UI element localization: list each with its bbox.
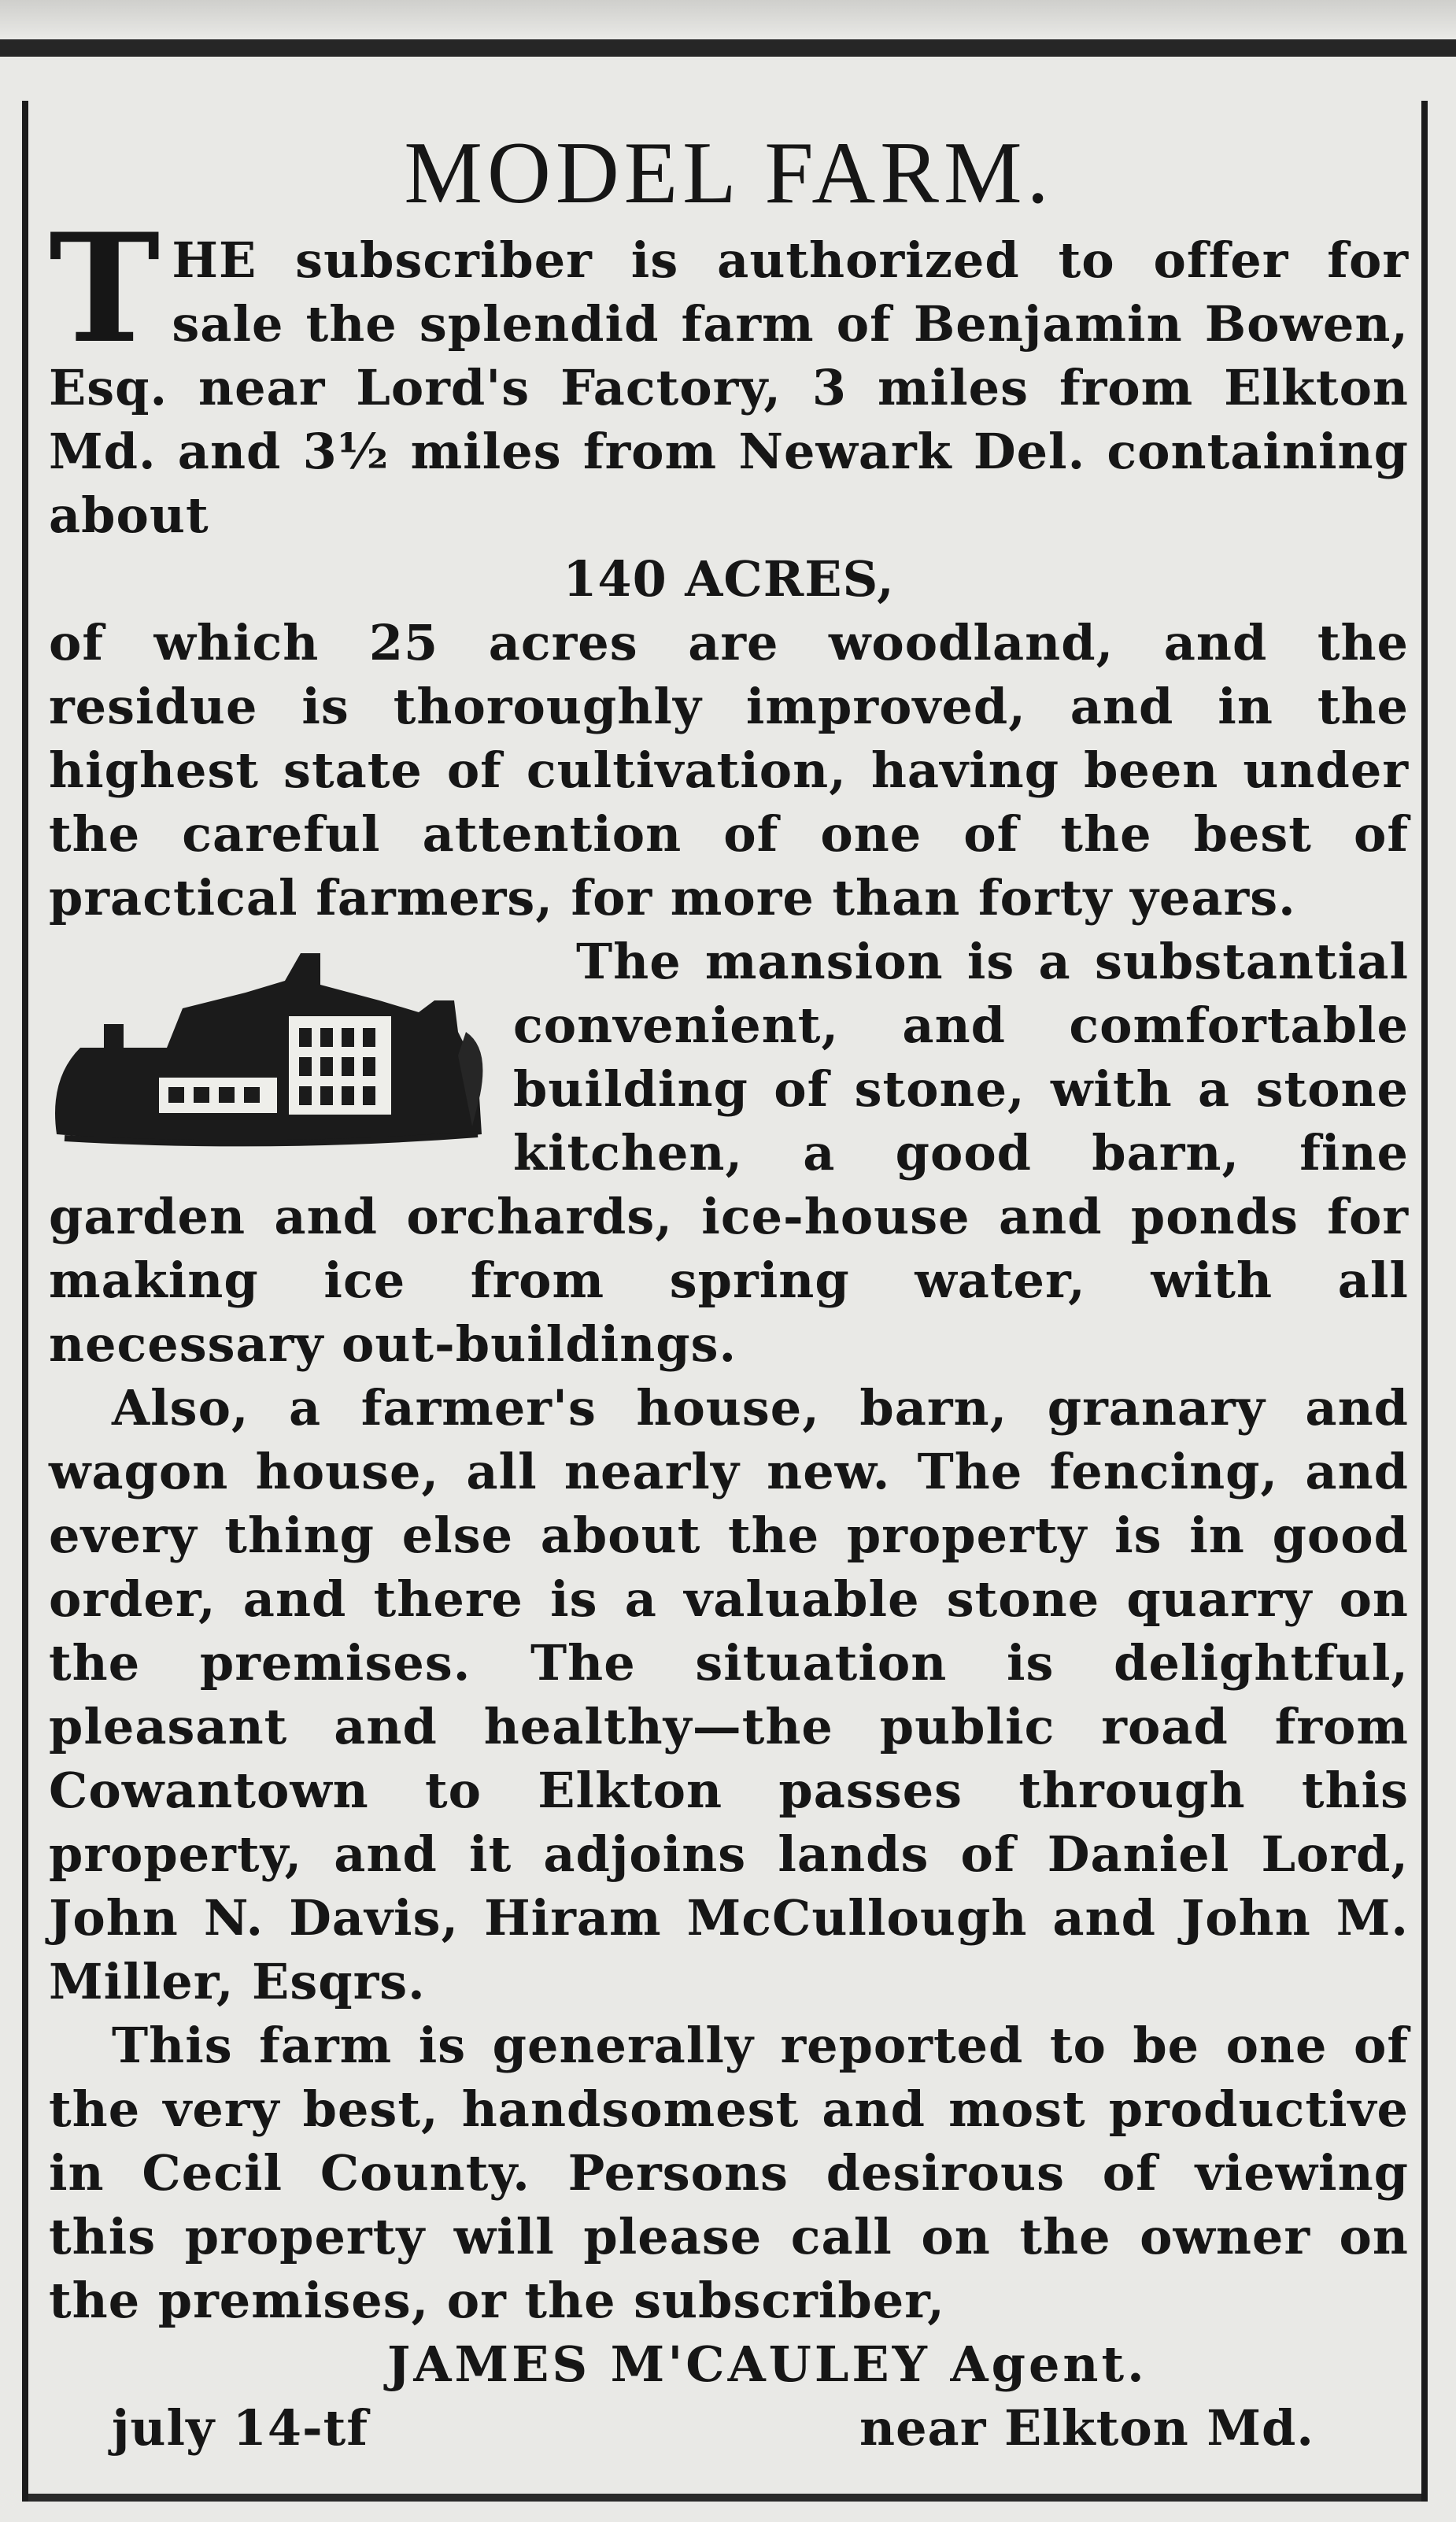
paragraph-mansion-text: The mansion is a substantial convenient, and comfortable building of stone, with a stone kitchen, a good barn, fine garden and orchards, ice-house and ponds for making ice from spring water, with all necessary out-buildings. [49,933,1409,1373]
dateline [49,2396,1409,2460]
acres-heading: 140 ACRES, [563,550,895,608]
drop-cap: T [49,201,161,376]
top-margin [0,0,1456,39]
advertisement [49,118,1409,2460]
paragraph-intro-text: HE subscriber is authorized to offer for sale the splendid farm of Benjamin Bowen, Esq. near Lord's Factory, 3 miles from Elkton Md. and 3½ miles from Newark Del. containing about [49,231,1409,544]
paragraph-contact: This farm is generally reported to be one of the very best, handsomest and most productive in Cecil County. Persons desirous of viewing this property will please call on the owner on the premises, or the subscriber, [49,2017,1409,2329]
ad-date: july 14-tf [112,2399,368,2457]
paragraph-mansion [49,930,1409,1376]
advertisement-body [49,201,1409,2460]
paragraph-buildings: Also, a farmer's house, barn, granary and wagon house, all nearly new. The fencing, and every thing else about the property is in good order, and there is a valuable stone quarry on the premises. The situation is delightful, pleasant and healthy—the public road from Cowantown to Elkton passes through this property, and it adjoins lands of Daniel Lord, John N. Davis, Hiram McCullough and John M. Miller, Esqrs. [49,1379,1409,2010]
house-woodcut-icon [49,937,490,1150]
paragraph-land: of which 25 acres are woodland, and the residue is thoroughly improved, and in the highest state of cultivation, having been under the careful attention of one of the best of practical farmers, for more than forty years. [49,614,1409,926]
headline: MODEL FARM. [404,124,1054,222]
paragraph-intro [49,201,1409,547]
bottom-rule [28,2494,1421,2502]
agent-signature: JAMES M'CAULEY Agent. [387,2335,1147,2393]
top-rule [0,39,1456,57]
ad-location: near Elkton Md. [859,2399,1314,2457]
